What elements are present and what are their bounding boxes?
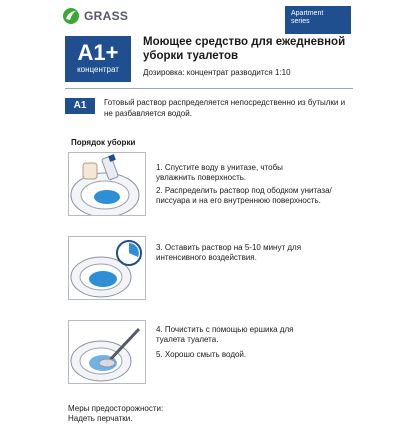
series-badge — [285, 6, 351, 34]
series-line2: series — [291, 18, 310, 25]
step-5: 5. Хорошо смыть водой. — [156, 350, 247, 359]
product-code-badge — [65, 36, 131, 82]
toilet-spray-icon — [69, 153, 145, 215]
illustration-timer — [68, 236, 146, 300]
series-line1: Apartment — [291, 10, 324, 17]
step-2: 2. Распределить раствор под ободком унитаза/писсуара и на его внутреннюю поверхность. — [156, 186, 332, 205]
illustration-spray — [68, 152, 146, 216]
product-code: A1+ — [77, 40, 119, 65]
step-4: 4. Почистить с помощью ершика для туалета туалета. — [156, 325, 294, 344]
product-code-sub: концентрат — [77, 65, 119, 74]
illustration-brush — [68, 320, 146, 384]
precautions-text: Надеть перчатки. — [68, 414, 133, 423]
toilet-brush-icon — [69, 321, 145, 383]
brand-logo — [62, 6, 148, 26]
step-1: 1. Спустите воду в унитазе, чтобы увлажнить поверхность. — [156, 163, 283, 182]
preparation-tag: A1 — [65, 98, 95, 114]
grass-logo-icon — [62, 7, 80, 25]
preparation-text: Готовый раствор распределяется непосредственно из бутылки и не разбавляется водой. — [104, 98, 346, 118]
dosage-text: Дозировка: концентрат разводится 1:10 — [143, 68, 291, 77]
toilet-timer-icon — [69, 237, 145, 299]
product-title: Моющее средство для ежедневной уборки туалетов — [143, 36, 346, 62]
step-3: 3. Оставить раствор на 5-10 минут для интенсивного воздействия. — [156, 243, 302, 262]
cleaning-title: Порядок уборки — [71, 138, 136, 147]
precautions-title: Меры предосторожности: — [68, 404, 164, 413]
precautions-block — [68, 404, 248, 424]
header-divider — [65, 88, 353, 89]
brand-name: GRASS — [84, 9, 129, 23]
